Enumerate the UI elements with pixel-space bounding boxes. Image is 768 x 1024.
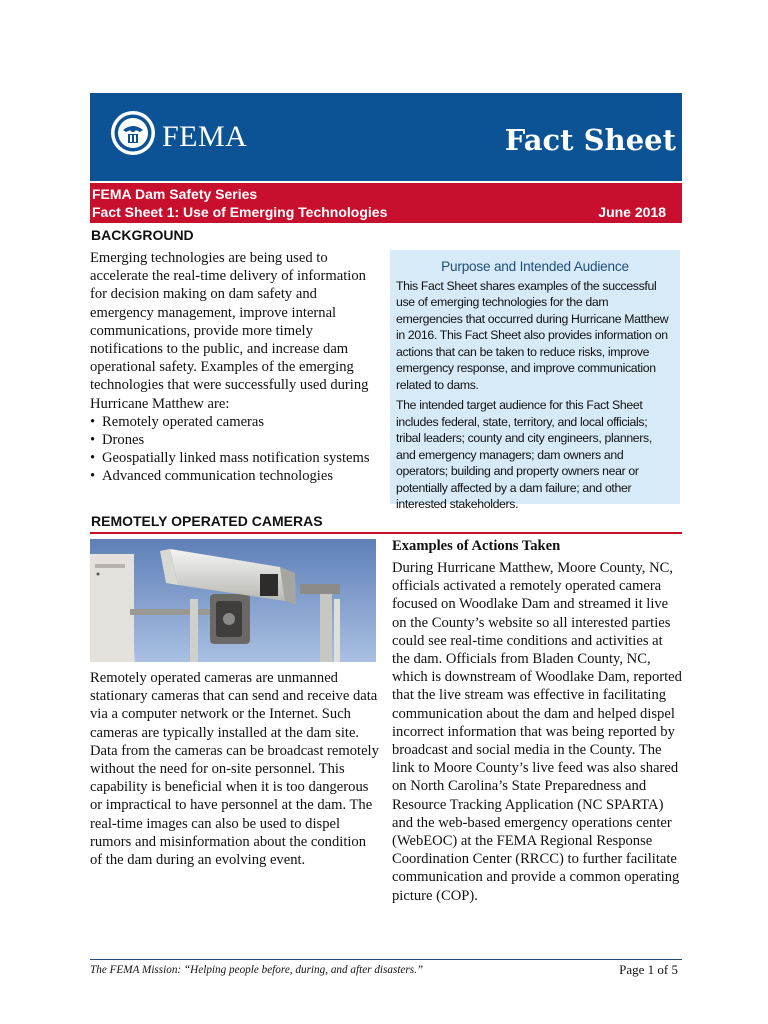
technology-list bbox=[90, 413, 382, 486]
series-bar bbox=[90, 183, 682, 223]
dhs-seal-icon bbox=[110, 110, 156, 156]
examples-paragraph: During Hurricane Matthew, Moore County, NC, officials activated a remotely operated camera focused on Woodlake Dam and streamed it live on the County’s website so all interested parties could see real-time conditions and activities at the dam. Officials from Bladen County, NC, which is downstream of Woodlake Dam, reported that the live stream was effective in facilitating communication about the dam and helped dispel incorrect information that was being reported by broadcast and social media in the County. The link to Moore County’s live feed was also shared on North Carolina’s State Preparedness and Resource Tracking Application (NC SPARTA) and the web-based emergency operations center (WebEOC) at the FEMA Regional Response Coordination Center (RRCC) to further facilitate communication and provide a common operating picture (COP). bbox=[392, 560, 682, 904]
fact-sheet-title: Fact Sheet 1: Use of Emerging Technologies bbox=[92, 204, 388, 220]
list-item: • Geospatially linked mass notification systems bbox=[90, 449, 382, 467]
list-item: • Advanced communication technologies bbox=[90, 467, 382, 485]
cameras-heading: REMOTELY OPERATED CAMERAS bbox=[91, 513, 323, 529]
page-number: Page 1 of 5 bbox=[619, 962, 678, 977]
publication-date: June 2018 bbox=[598, 204, 666, 220]
security-camera-photo bbox=[90, 539, 376, 662]
list-item: • Remotely operated cameras bbox=[90, 413, 382, 431]
series-name: FEMA Dam Safety Series bbox=[92, 186, 258, 202]
section-divider bbox=[90, 532, 682, 534]
footer-divider bbox=[90, 959, 682, 960]
fema-logo-text: FEMA bbox=[162, 120, 248, 153]
background-body bbox=[90, 249, 382, 486]
doc-type-title: Fact Sheet bbox=[504, 123, 676, 157]
audience-paragraph: The intended target audience for this Fact Sheet includes federal, state, territory, and local officials; tribal leaders; county and city engineers, planners, and emergency managers; dam owners and operators; building and property owners near or potentially affected by a dam failure; and other interested stakeholders. bbox=[396, 398, 652, 511]
cameras-description: Remotely operated cameras are unmanned stationary cameras that can send and receive data via a computer network or the Internet. Such cameras are typically installed at the dam site. Data from the cameras can be broadcast remotely without the need for on-site personnel. This capability is beneficial when it is too dangerous or impractical to have personnel at the dam. The real-time images can also be used to dispel rumors and misinformation about the condition of the dam during an evolving event. bbox=[90, 670, 379, 869]
purpose-paragraph: This Fact Sheet shares examples of the successful use of emerging technologies for the dam emergencies that occurred during Hurricane Matthew in 2016. This Fact Sheet also provides information on actions that can be taken to reduce risks, improve emergency response, and improve communication related to dams. bbox=[396, 278, 669, 392]
background-heading: BACKGROUND bbox=[91, 227, 194, 243]
purpose-title: Purpose and Intended Audience bbox=[441, 259, 629, 274]
purpose-sidebar bbox=[390, 250, 680, 511]
background-paragraph: Emerging technologies are being used to accelerate the real-time delivery of information for decision making on dam safety and emergency management, improve internal communications, provide more timely notifications to the public, and increase dam operational safety. Examples of the emerging technologies that were successfully used during Hurricane Matthew are: bbox=[90, 250, 369, 412]
list-item: • Drones bbox=[90, 431, 382, 449]
examples-heading: Examples of Actions Taken bbox=[392, 538, 561, 554]
mission-statement: The FEMA Mission: “Helping people before, during, and after disasters.” bbox=[90, 964, 424, 976]
